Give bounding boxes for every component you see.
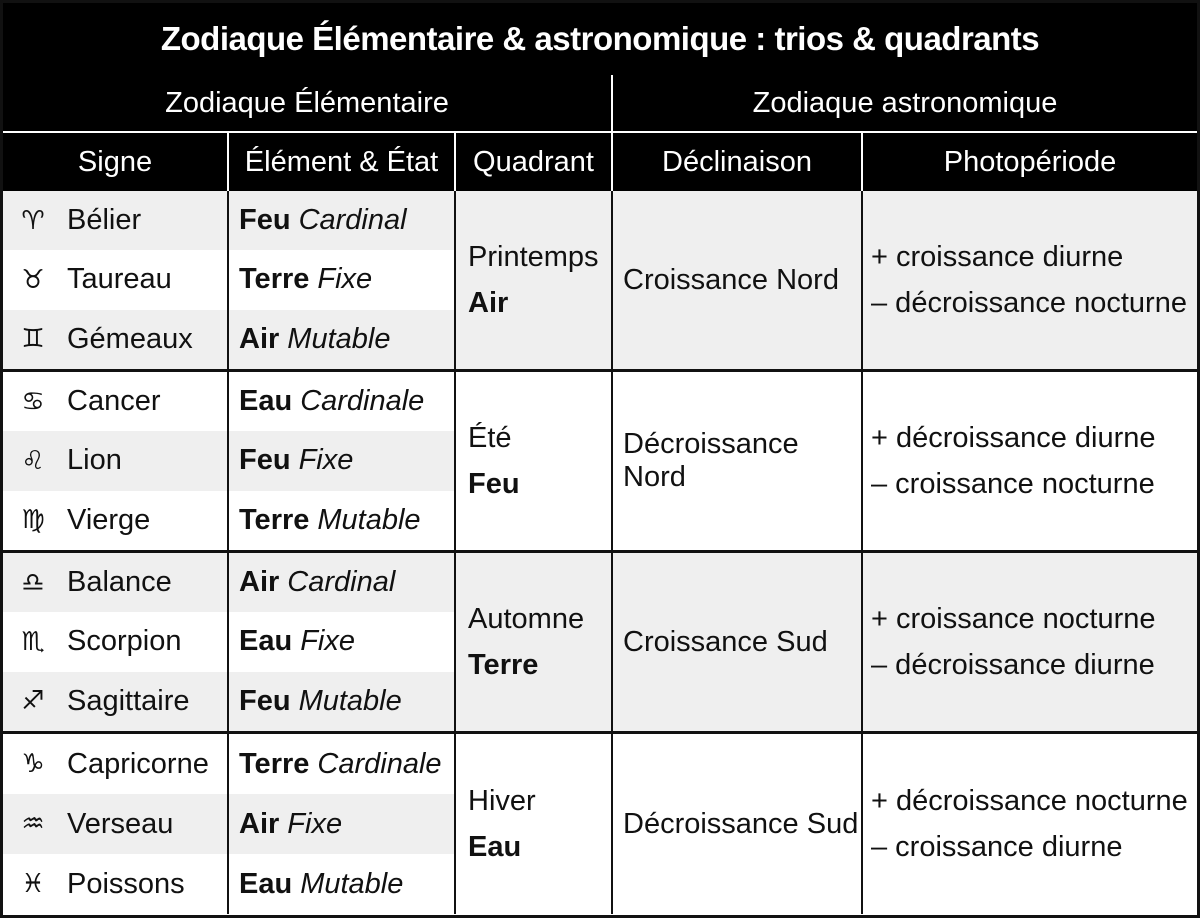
element-column (229, 734, 456, 914)
sign-name: Bélier (67, 204, 142, 237)
quadrant-group (3, 372, 1197, 553)
element-row (229, 372, 454, 431)
sign-name: Cancer (67, 385, 161, 418)
photoperiod-line: – décroissance nocturne (871, 287, 1187, 319)
element-name: Terre (239, 503, 310, 536)
header-column-row (3, 133, 1197, 191)
sign-name: Scorpion (67, 625, 182, 658)
quadrant-group (3, 553, 1197, 734)
header-declination: Déclinaison (613, 133, 863, 191)
photoperiod-line: – croissance diurne (871, 831, 1123, 863)
table-title: Zodiaque Élémentaire & astronomique : trios & quadrants (3, 3, 1197, 75)
header-element-state: Élément & État (229, 133, 456, 191)
element-row (229, 310, 454, 369)
sign-name: Verseau (67, 807, 174, 840)
declination-cell: Décroissance Nord (613, 372, 863, 550)
element-row (229, 431, 454, 490)
sign-row (3, 310, 227, 369)
photoperiod-line: + décroissance diurne (871, 422, 1156, 454)
element-row (229, 553, 454, 612)
element-column (229, 191, 456, 369)
capricorn-icon: ♑ (21, 749, 45, 779)
header-elemental-zodiac: Zodiaque Élémentaire (3, 75, 613, 131)
quadrant-element: Feu (468, 468, 520, 500)
element-state: Cardinal (287, 566, 396, 599)
aries-icon: ♈ (21, 205, 45, 236)
element-state: Mutable (317, 503, 421, 536)
quadrant-season: Hiver (468, 785, 536, 817)
virgo-icon: ♍ (21, 505, 45, 536)
element-name: Air (239, 566, 280, 599)
element-row (229, 854, 454, 914)
table-body (3, 191, 1197, 914)
element-state: Mutable (300, 867, 404, 900)
photoperiod-line: – croissance nocturne (871, 468, 1155, 500)
pisces-icon: ♓ (21, 869, 45, 899)
quadrant-element: Eau (468, 831, 522, 863)
quadrant-element: Terre (468, 649, 539, 681)
sign-row (3, 191, 227, 250)
element-row (229, 672, 454, 731)
libra-icon: ♎ (21, 567, 45, 598)
declination-cell: Croissance Sud (613, 553, 863, 731)
header-quadrant: Quadrant (456, 133, 613, 191)
sagittarius-icon: ♐ (21, 686, 45, 717)
element-state: Mutable (287, 322, 391, 355)
sign-name: Vierge (67, 503, 151, 536)
gemini-icon: ♊ (21, 324, 45, 355)
quadrant-cell (456, 372, 613, 550)
sign-column (3, 734, 229, 914)
element-row (229, 250, 454, 309)
declination-cell: Décroissance Sud (613, 734, 863, 914)
element-name: Eau (239, 625, 293, 658)
element-name: Eau (239, 385, 293, 418)
element-state: Fixe (287, 807, 343, 840)
header-photoperiod: Photopériode (943, 145, 1117, 178)
element-name: Terre (239, 747, 310, 780)
sign-row (3, 372, 227, 431)
element-row (229, 612, 454, 671)
sign-row (3, 250, 227, 309)
sign-name: Balance (67, 566, 172, 599)
sign-row (3, 672, 227, 731)
element-state: Fixe (317, 263, 373, 296)
sign-row (3, 794, 227, 854)
photoperiod-cell (863, 191, 1197, 369)
quadrant-group (3, 191, 1197, 372)
element-row (229, 734, 454, 794)
element-state: Cardinale (317, 747, 442, 780)
header-astronomical-zodiac: Zodiaque astronomique (752, 86, 1058, 119)
element-row (229, 794, 454, 854)
sign-row (3, 491, 227, 550)
element-name: Feu (239, 444, 291, 477)
photoperiod-cell (863, 372, 1197, 550)
sign-column (3, 372, 229, 550)
element-name: Terre (239, 263, 310, 296)
header-group-row (3, 75, 1197, 133)
declination-cell: Croissance Nord (613, 191, 863, 369)
quadrant-cell (456, 553, 613, 731)
cancer-icon: ♋ (21, 386, 45, 417)
photoperiod-line: – décroissance diurne (871, 649, 1155, 681)
leo-icon: ♌ (21, 445, 45, 476)
quadrant-cell (456, 734, 613, 914)
element-state: Cardinale (300, 385, 425, 418)
element-state: Cardinal (298, 204, 407, 237)
quadrant-element: Air (468, 287, 509, 319)
quadrant-season: Printemps (468, 241, 599, 273)
photoperiod-line: + décroissance nocturne (871, 785, 1188, 817)
element-state: Fixe (298, 444, 354, 477)
sign-row (3, 612, 227, 671)
element-name: Air (239, 807, 280, 840)
sign-name: Capricorne (67, 747, 209, 780)
element-name: Air (239, 322, 280, 355)
sign-name: Poissons (67, 867, 185, 900)
photoperiod-cell (863, 553, 1197, 731)
photoperiod-line: + croissance nocturne (871, 603, 1156, 635)
element-name: Feu (239, 684, 291, 717)
sign-name: Lion (67, 444, 122, 477)
sign-row (3, 734, 227, 794)
sign-name: Sagittaire (67, 684, 190, 717)
sign-row (3, 553, 227, 612)
aquarius-icon: ♒ (21, 809, 45, 839)
quadrant-cell (456, 191, 613, 369)
scorpio-icon: ♏ (21, 626, 45, 657)
sign-name: Gémeaux (67, 322, 193, 355)
element-column (229, 553, 456, 731)
header-sign: Signe (3, 133, 229, 191)
element-row (229, 491, 454, 550)
taurus-icon: ♉ (21, 264, 45, 295)
quadrant-season: Automne (468, 603, 585, 635)
element-name: Eau (239, 867, 293, 900)
quadrant-group (3, 734, 1197, 914)
photoperiod-line: + croissance diurne (871, 241, 1124, 273)
sign-column (3, 553, 229, 731)
element-state: Fixe (300, 625, 355, 658)
element-state: Mutable (298, 684, 402, 717)
element-name: Feu (239, 204, 291, 237)
sign-row (3, 431, 227, 490)
sign-name: Taureau (67, 263, 172, 296)
sign-column (3, 191, 229, 369)
element-row (229, 191, 454, 250)
sign-row (3, 854, 227, 914)
quadrant-season: Été (468, 422, 512, 454)
photoperiod-cell (863, 734, 1197, 914)
element-column (229, 372, 456, 550)
